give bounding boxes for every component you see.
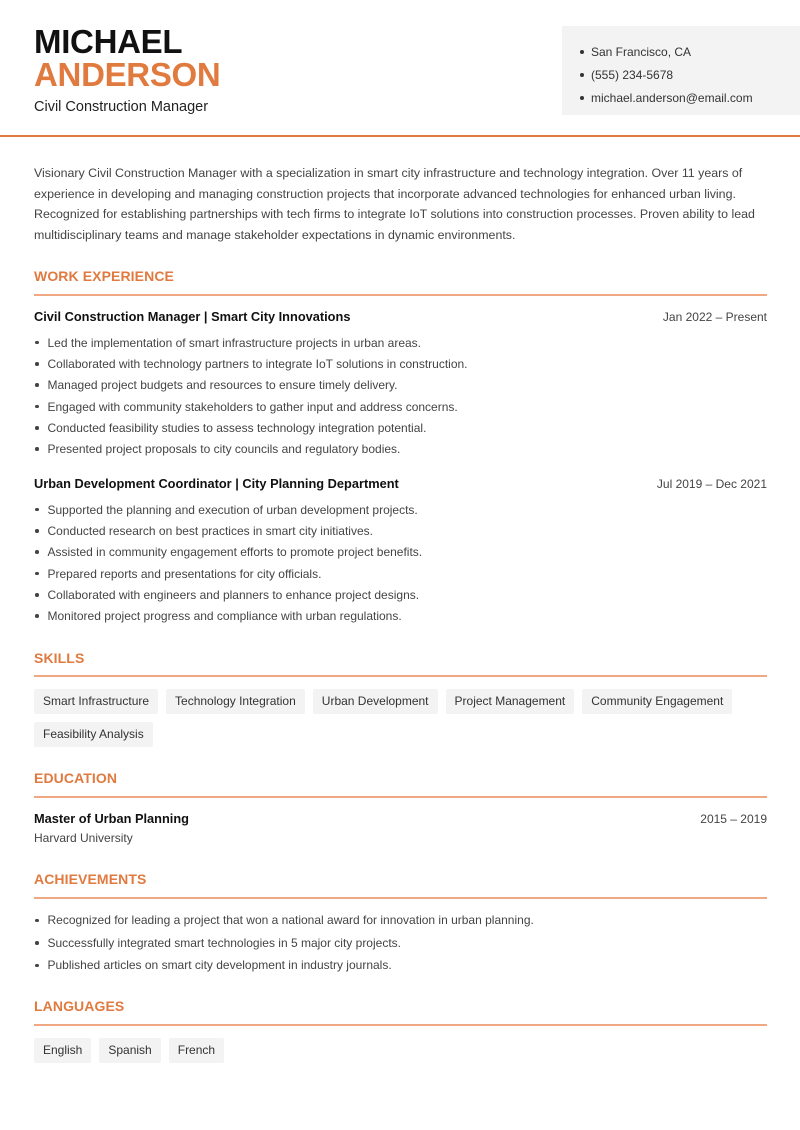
school: Harvard University: [34, 831, 133, 845]
bullet-text: Conducted feasibility studies to assess technology integration potential.: [47, 420, 427, 435]
section-divider: [34, 294, 767, 296]
list-item: [34, 375, 767, 396]
section-divider: [34, 1024, 767, 1026]
job-role: Civil Construction Manager | Smart City Innovations: [34, 309, 351, 324]
contact-phone: [580, 63, 800, 86]
language-tag: Spanish: [99, 1038, 160, 1063]
bullet-icon: [35, 964, 39, 968]
list-item: [34, 605, 767, 626]
list-item: [34, 909, 767, 932]
section-divider: [34, 897, 767, 899]
bullet-icon: [35, 529, 39, 533]
skill-tag: Project Management: [446, 689, 575, 714]
languages-list: [34, 1038, 774, 1063]
job-header: [34, 309, 767, 324]
language-tag: English: [34, 1038, 91, 1063]
skill-tag: Technology Integration: [166, 689, 305, 714]
list-item: [34, 499, 767, 520]
bullet-text: Published articles on smart city development in industry journals.: [47, 958, 392, 973]
skill-tag: Urban Development: [313, 689, 438, 714]
job-title: Civil Construction Manager: [34, 99, 209, 115]
bullet-text: Recognized for leading a project that won a national award for innovation in urban planning.: [47, 913, 534, 928]
list-item: [34, 417, 767, 438]
bullet-icon: [35, 405, 39, 409]
skill-tag: Feasibility Analysis: [34, 722, 153, 747]
degree: Master of Urban Planning: [34, 811, 189, 826]
bullet-icon: [35, 572, 39, 576]
list-item: [34, 932, 767, 955]
job-bullets: [34, 332, 767, 460]
section-divider: [34, 675, 767, 677]
list-item: [34, 563, 767, 584]
location-text: San Francisco, CA: [591, 44, 692, 59]
bullet-text: Engaged with community stakeholders to gather input and address concerns.: [47, 399, 458, 414]
job-role: Urban Development Coordinator | City Planning Department: [34, 476, 399, 491]
contact-email: [580, 87, 800, 110]
bullet-icon: [35, 508, 39, 512]
bullet-icon: [35, 614, 39, 618]
list-item: [34, 353, 767, 374]
section-title-languages: LANGUAGES: [34, 998, 125, 1014]
language-tag: French: [169, 1038, 224, 1063]
section-title-achievements: ACHIEVEMENTS: [34, 871, 147, 887]
bullet-text: Led the implementation of smart infrastructure projects in urban areas.: [47, 335, 422, 350]
contact-location: [580, 40, 800, 63]
section-divider: [34, 796, 767, 798]
bullet-text: Conducted research on best practices in smart city initiatives.: [47, 523, 373, 538]
section-title-skills: SKILLS: [34, 650, 85, 666]
job-dates: Jul 2019 – Dec 2021: [656, 477, 767, 491]
bullet-icon: [35, 941, 39, 945]
skill-tag: Smart Infrastructure: [34, 689, 158, 714]
bullet-text: Supported the planning and execution of urban development projects.: [47, 502, 418, 517]
list-item: [34, 520, 767, 541]
bullet-text: Collaborated with technology partners to integrate IoT solutions in construction.: [47, 356, 468, 371]
bullet-icon: [35, 447, 39, 451]
education-header: [34, 811, 767, 826]
bullet-icon: [35, 550, 39, 554]
list-item: [34, 584, 767, 605]
job-bullets: [34, 499, 767, 627]
job-dates: Jan 2022 – Present: [662, 310, 767, 324]
first-name: MICHAEL: [34, 23, 183, 60]
bullet-icon: [35, 919, 39, 923]
list-item: [34, 396, 767, 417]
bullet-icon: [35, 593, 39, 597]
email-text: michael.anderson@email.com: [591, 91, 753, 106]
section-title-education: EDUCATION: [34, 770, 118, 786]
bullet-text: Presented project proposals to city councils and regulatory bodies.: [47, 442, 401, 457]
list-item: [34, 438, 767, 459]
bullet-text: Successfully integrated smart technologies in 5 major city projects.: [47, 935, 401, 950]
bullet-icon: [580, 73, 584, 77]
bullet-icon: [35, 362, 39, 366]
bullet-text: Collaborated with engineers and planners to enhance project designs.: [47, 587, 420, 602]
bullet-text: Managed project budgets and resources to ensure timely delivery.: [47, 378, 398, 393]
education-dates: 2015 – 2019: [700, 812, 767, 826]
bullet-icon: [35, 383, 39, 387]
phone-text: (555) 234-5678: [591, 67, 674, 82]
bullet-text: Prepared reports and presentations for city officials.: [47, 566, 322, 581]
bullet-icon: [580, 50, 584, 54]
achievements-list: [34, 909, 767, 977]
skills-list: [34, 689, 774, 747]
list-item: [34, 542, 767, 563]
list-item: [34, 954, 767, 977]
skill-tag: Community Engagement: [582, 689, 732, 714]
job-header: [34, 476, 767, 491]
list-item: [34, 332, 767, 353]
bullet-icon: [35, 426, 39, 430]
bullet-icon: [35, 341, 39, 345]
bullet-text: Monitored project progress and compliance with urban regulations.: [47, 609, 402, 624]
last-name: ANDERSON: [34, 56, 221, 93]
bullet-icon: [580, 96, 584, 100]
resume-header: [0, 0, 800, 137]
section-title-work: WORK EXPERIENCE: [34, 268, 174, 284]
contact-box: [562, 26, 800, 115]
bullet-text: Assisted in community engagement efforts to promote project benefits.: [47, 545, 423, 560]
summary-paragraph: Visionary Civil Construction Manager with a specialization in smart city infrastructure and technology integration. Over 11 years of experience in developing and managing construction projects that incorporate advanced technologies for enhanced urban living. Recognized for establishing partnerships with tech firms to integrate IoT solutions into construction processes. Proven ability to lead multidisciplinary teams and manage stakeholder expectations in dynamic environments.: [34, 166, 755, 243]
